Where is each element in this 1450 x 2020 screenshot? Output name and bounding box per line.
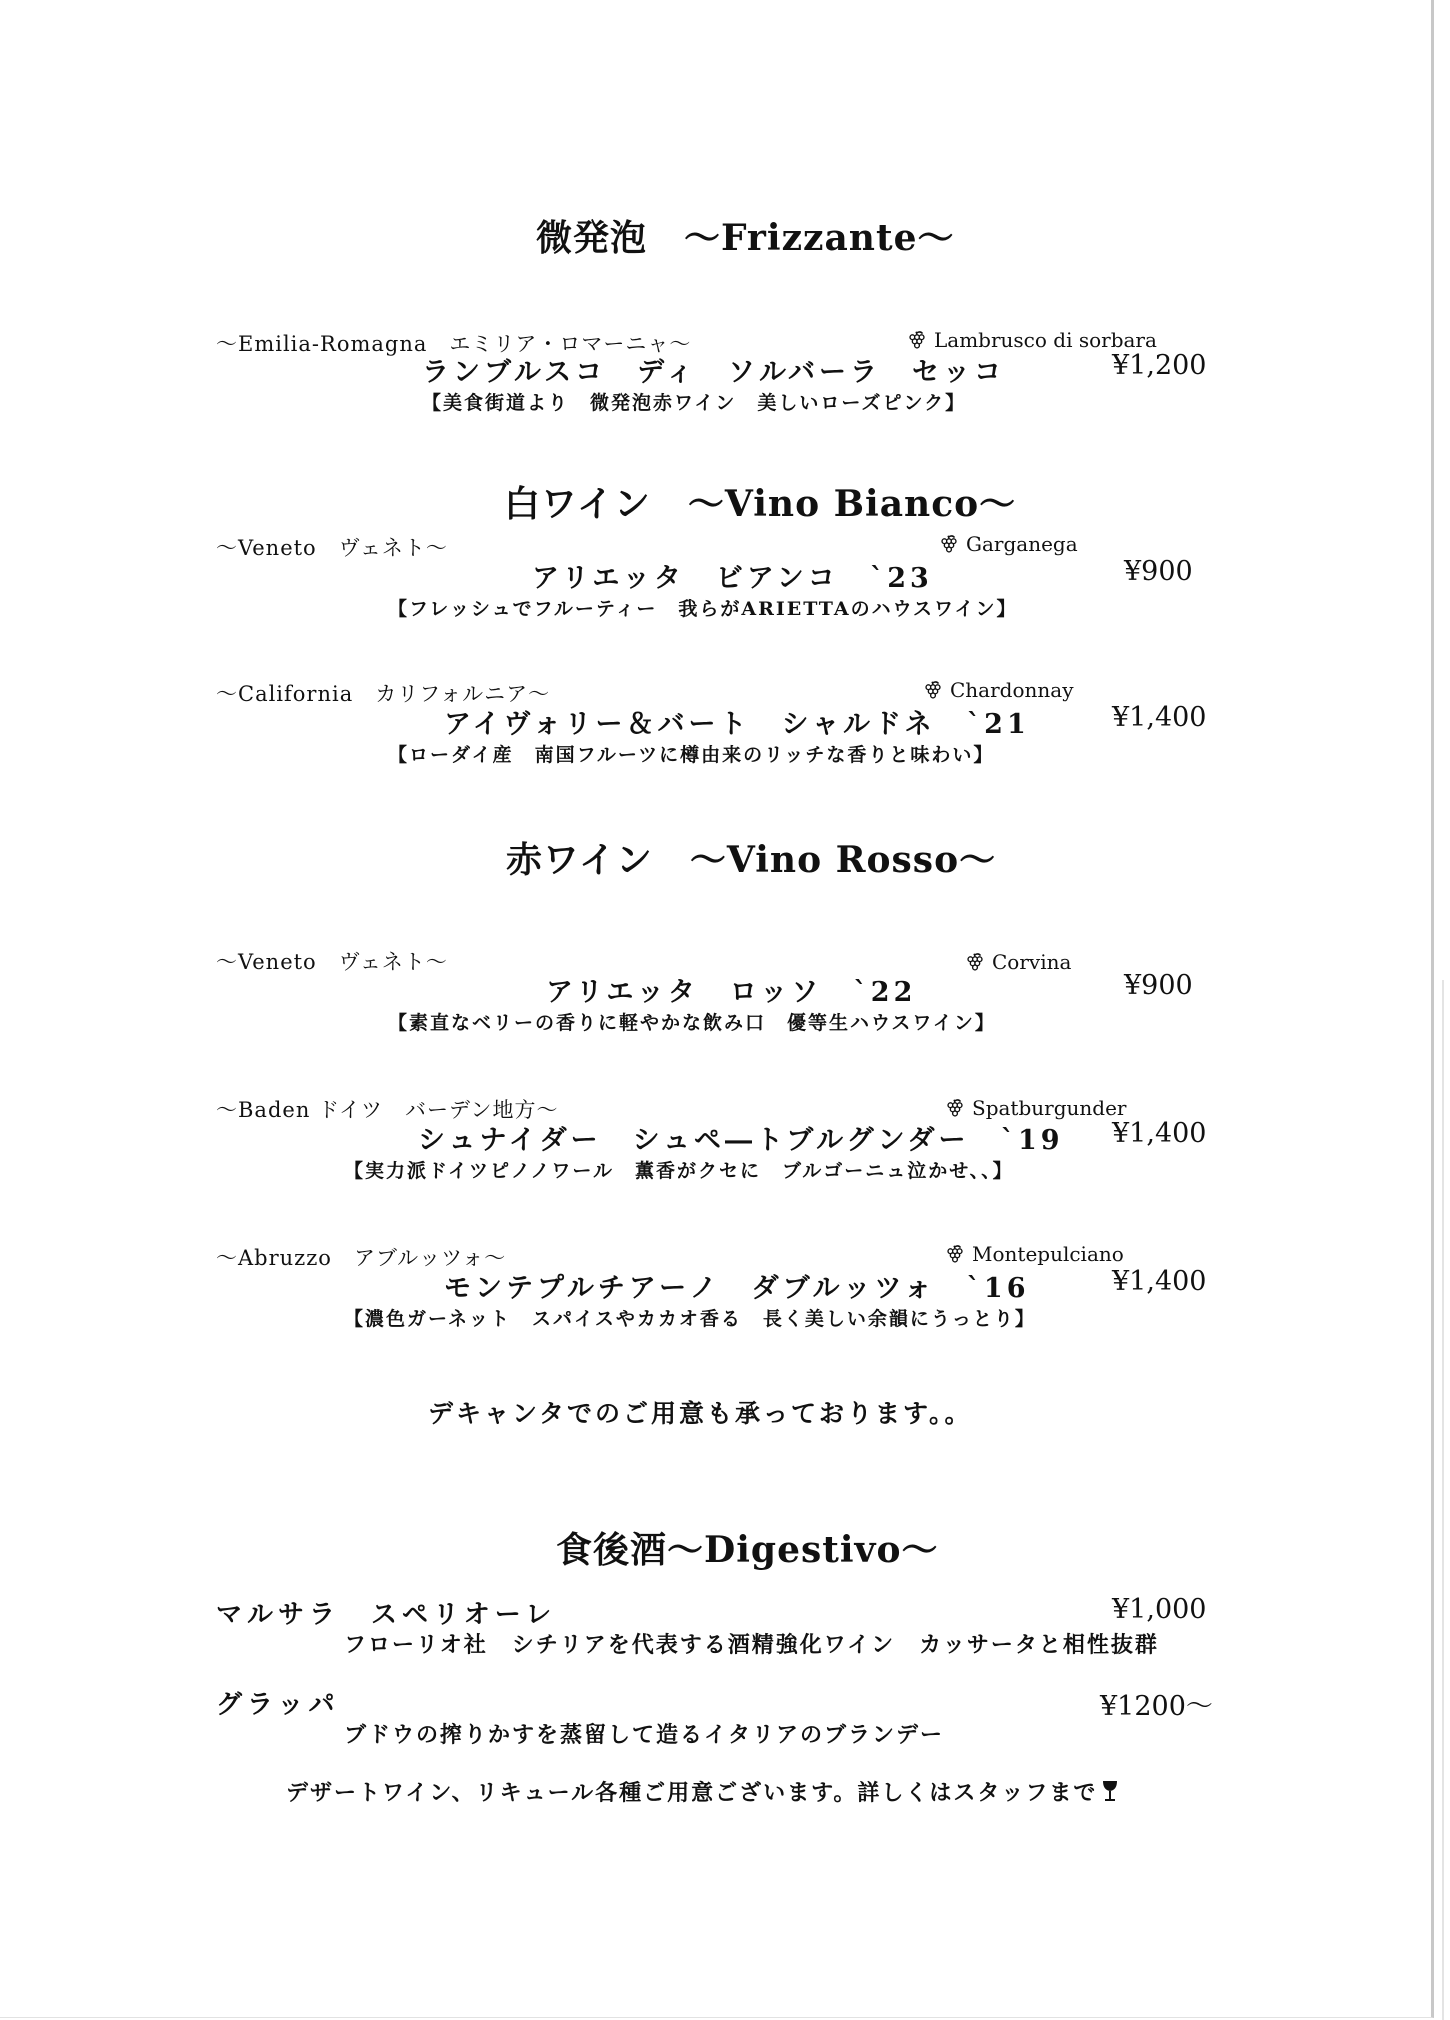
wine-price: ¥1,200 [1112, 350, 1207, 381]
wine-region: ～Abruzzo アブルッツォ～ [216, 1246, 507, 1270]
section-heading-frizzante: 微発泡 ～Frizzante～ [536, 217, 955, 259]
wine-region: ～California カリフォルニア～ [216, 682, 551, 706]
wine-grape: Lambrusco di sorbara [906, 328, 1157, 352]
footer-note: デザートワイン、リキュール各種ご用意ございます。詳しくはスタッフまで [286, 1776, 1119, 1807]
digestivo-name: グラッパ [216, 1690, 340, 1720]
wine-grape: Corvina [964, 950, 1071, 974]
wine-description: 【ローダイ産 南国フルーツに樽由来のリッチな香りと味わい】 [388, 744, 995, 766]
wine-name: アリエッタ ロッソ `22 [546, 977, 917, 1008]
grape-icon [922, 679, 944, 701]
wine-region: ～Baden ドイツ バーデン地方～ [216, 1098, 559, 1122]
wine-price: ¥900 [1124, 970, 1193, 1001]
section-heading-digestivo: 食後酒～Digestivo～ [556, 1529, 939, 1571]
digestivo-description: ブドウの搾りかすを蒸留して造るイタリアのブランデー [344, 1722, 945, 1748]
digestivo-name: マルサラ スペリオーレ [216, 1600, 557, 1630]
digestivo-description: フローリオ社 シチリアを代表する酒精強化ワイン カッサータと相性抜群 [344, 1632, 1159, 1658]
wine-description: 【美食街道より 微発泡赤ワイン 美しいローズピンク】 [422, 392, 967, 414]
wine-region: ～Emilia-Romagna エミリア・ロマーニャ～ [216, 332, 692, 356]
wine-region: ～Veneto ヴェネト～ [216, 536, 448, 560]
wine-price: ¥900 [1124, 556, 1193, 587]
wine-name: アイヴォリー＆バート シャルドネ `21 [444, 709, 1030, 740]
wine-name: モンテプルチアーノ ダブルッツォ `16 [444, 1273, 1030, 1304]
wine-description: 【濃色ガーネット スパイスやカカオ香る 長く美しい余韻にうっとり】 [344, 1308, 1036, 1330]
wine-grape: Chardonnay [922, 678, 1074, 702]
grape-icon [906, 329, 928, 351]
wine-name: アリエッタ ビアンコ `23 [532, 563, 933, 594]
wine-name: シュナイダー シュペ―トブルグンダー `19 [418, 1125, 1064, 1156]
wine-description: 【実力派ドイツピノノワール 薫香がクセに ブルゴーニュ泣かせ、、】 [344, 1160, 1014, 1182]
section-heading-rosso: 赤ワイン ～Vino Rosso～ [506, 839, 997, 881]
scroll-edge [1442, 980, 1444, 2020]
wine-grape: Montepulciano [944, 1242, 1124, 1266]
digestivo-price: ¥1200～ [1100, 1691, 1213, 1722]
wine-price: ¥1,400 [1112, 1118, 1207, 1149]
wine-name: ランブルスコ ディ ソルバーラ セッコ [422, 357, 1006, 388]
grape-icon [944, 1097, 966, 1119]
wine-region: ～Veneto ヴェネト～ [216, 950, 448, 974]
section-heading-bianco: 白ワイン ～Vino Bianco～ [504, 483, 1017, 525]
grape-icon [938, 533, 960, 555]
wine-grape: Spatburgunder [944, 1096, 1126, 1120]
wine-price: ¥1,400 [1112, 702, 1207, 733]
wine-description: 【素直なベリーの香りに軽やかな飲み口 優等生ハウスワイン】 [388, 1012, 996, 1034]
decanter-notice: デキャンタでのご用意も承っております。。 [428, 1399, 973, 1428]
grape-icon [964, 951, 986, 973]
wine-glass-icon [1101, 1779, 1119, 1803]
digestivo-price: ¥1,000 [1112, 1594, 1207, 1625]
wine-price: ¥1,400 [1112, 1266, 1207, 1297]
wine-grape: Garganega [938, 532, 1078, 556]
grape-icon [944, 1243, 966, 1265]
wine-description: 【フレッシュでフルーティー 我らがARIETTAのハウスワイン】 [388, 598, 1018, 620]
